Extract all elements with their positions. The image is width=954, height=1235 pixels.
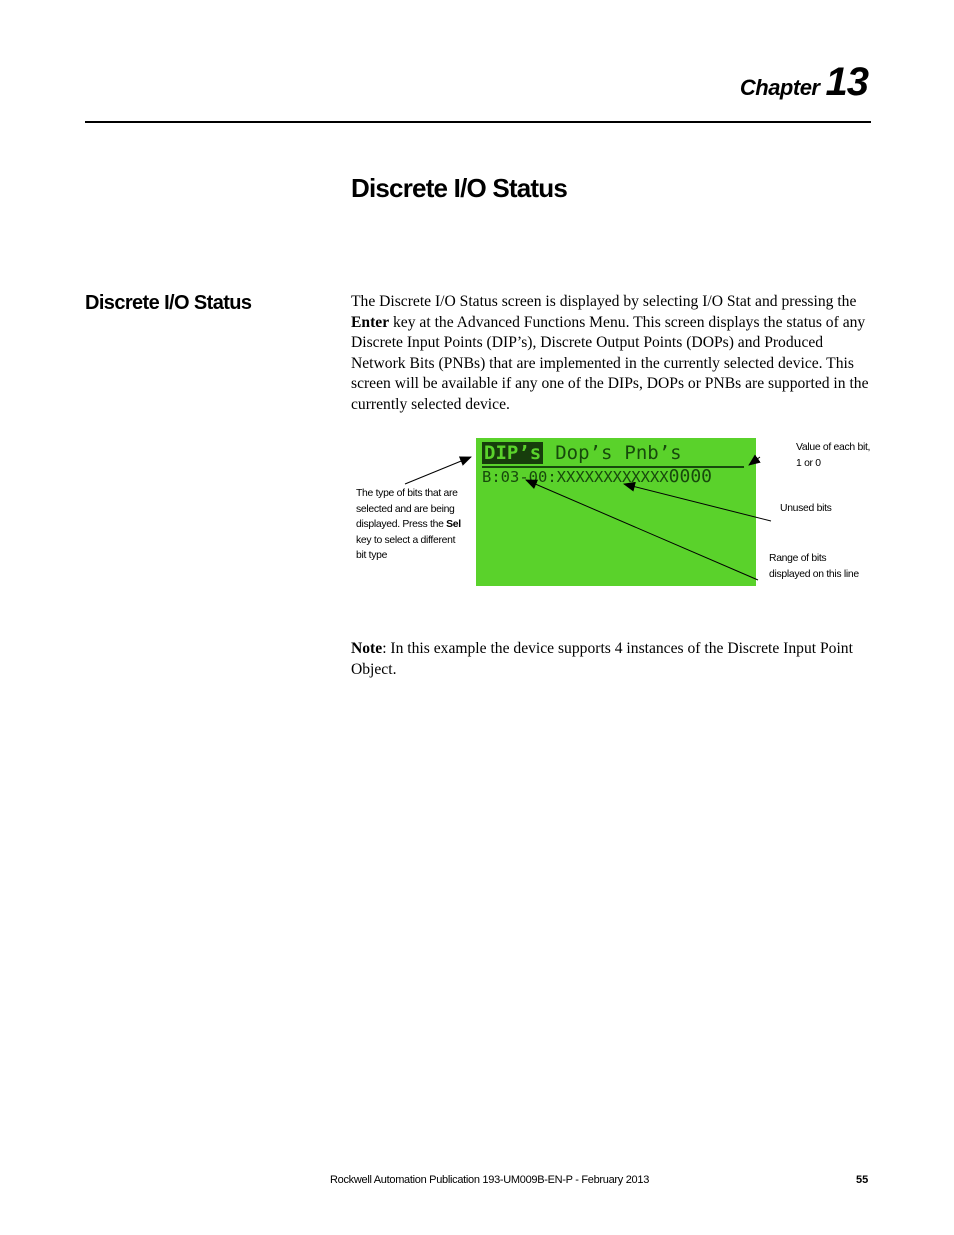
note-text: : In this example the device supports 4 instances of the Discrete Input Point Object.	[351, 640, 853, 678]
chapter-label: Chapter	[739, 75, 820, 100]
chapter-number: 13	[825, 60, 868, 104]
chapter-rule	[85, 121, 871, 123]
intro-text-part1: The Discrete I/O Status screen is displayed by selecting I/O Stat and pressing the	[351, 293, 857, 310]
intro-enter-key: Enter	[351, 313, 390, 331]
chapter-header	[0, 60, 868, 112]
arrow-type	[405, 457, 471, 484]
callout-bit-value: Value of each bit, 1 or 0	[796, 442, 871, 469]
callout-bit-range: Range of bits displayed on this line	[769, 553, 859, 580]
arrow-value	[749, 457, 760, 465]
lcd-range-text: B:03-00:	[482, 468, 557, 486]
page-title: Discrete I/O Status	[351, 173, 567, 203]
lcd-tab-dops: Dop’s	[555, 442, 613, 464]
lcd-unused-bits: XXXXXXXXXXXX	[556, 468, 669, 486]
callout-bit-type	[356, 486, 464, 564]
intro-text-part2: key at the Advanced Functions Menu. This screen displays the status of any Discrete Input Points (DIP’s), Discrete Output Points (DOPs) and Produced Network Bits (PNBs) that are implemented in the currently selected device. This screen will be available if any one of the DIPs, DOPs or PNBs are supported in the currently selected device.	[351, 313, 869, 413]
callout-unused-bits: Unused bits	[780, 503, 832, 514]
arrow-unused	[624, 484, 771, 521]
callout-sel-key: Sel	[446, 519, 461, 530]
note-paragraph	[351, 639, 871, 680]
section-heading: Discrete I/O Status	[85, 292, 252, 314]
footer-publication: Rockwell Automation Publication 193-UM009B-EN-P - February 2013	[330, 1174, 650, 1186]
arrow-range	[526, 480, 758, 580]
lcd-bit-values: 0000	[668, 466, 712, 487]
footer-page-number: 55	[856, 1174, 869, 1186]
lcd-figure	[350, 432, 870, 592]
lcd-tab-pnbs: Pnb’s	[624, 442, 682, 464]
callout-bit-type-text2: key to select a different bit type	[356, 534, 456, 561]
intro-paragraph	[351, 292, 871, 415]
callout-bit-type-text1: The type of bits that are selected and are being displayed. Press the	[356, 488, 458, 530]
lcd-tab-dips: DIP’s	[484, 442, 542, 464]
note-label: Note	[351, 640, 383, 657]
